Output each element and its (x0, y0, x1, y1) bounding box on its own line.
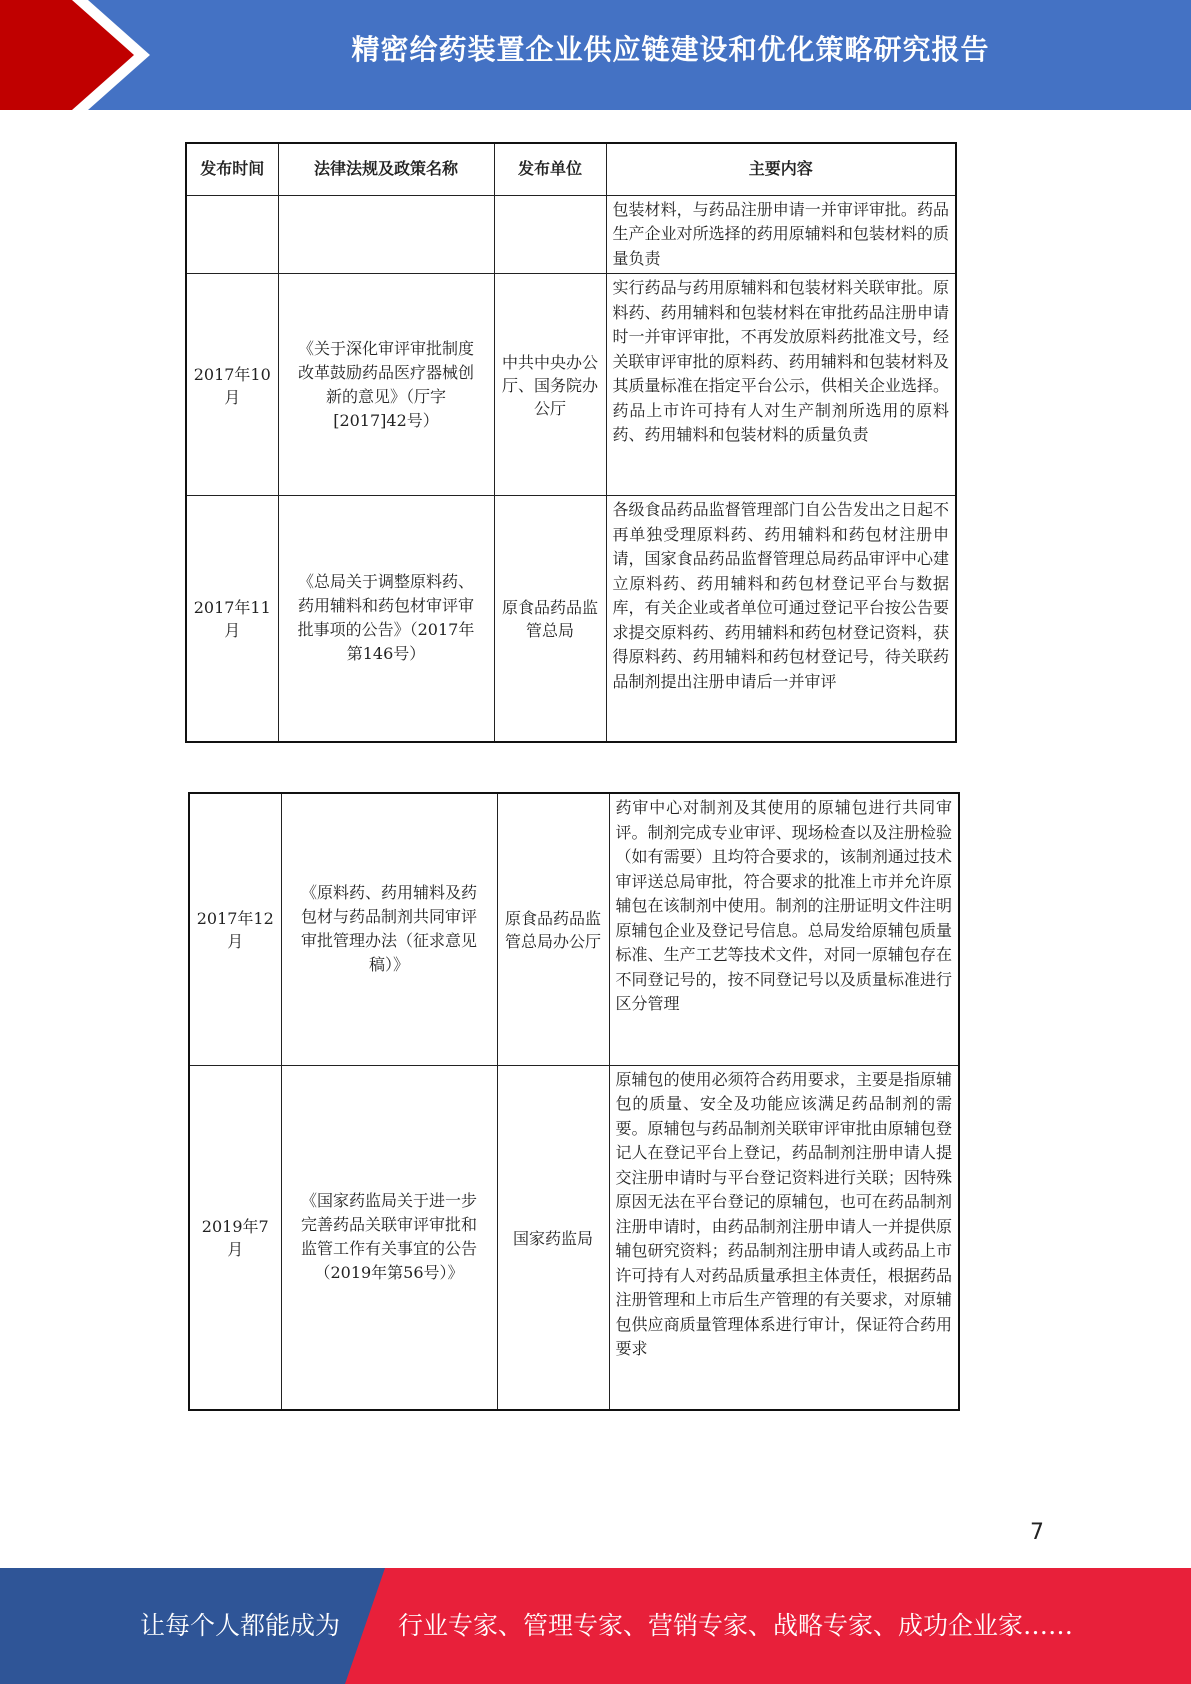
cell-name: 《原料药、药用辅料及药包材与药品制剂共同审评审批管理办法（征求意见稿）》 (281, 793, 497, 1065)
page-header (0, 0, 1191, 110)
cell-issuer: 原食品药品监管总局 (494, 496, 606, 742)
regulation-table-2 (188, 792, 960, 1411)
cell-content: 实行药品与药用原辅料和包装材料关联审批。原料药、药用辅料和包装材料在审批药品注册申请时一并审评审批，不再发放原料药批准文号，经关联审评审批的原料药、药用辅料和包装材料及其质量标准在指定平台公示，供相关企业选择。药品上市许可持有人对生产制剂所选用的原料药、药用辅料和包装材料的质量负责 (606, 274, 956, 496)
cell-content: 原辅包的使用必须符合药用要求，主要是指原辅包的质量、安全及功能应该满足药品制剂的需要。原辅包与药品制剂关联审评审批由原辅包登记人在登记平台上登记，药品制剂注册申请人提交注册申请时与平台登记资料进行关联；因特殊原因无法在平台登记的原辅包，也可在药品制剂注册申请时，由药品制剂注册申请人一并提供原辅包研究资料；药品制剂注册申请人或药品上市许可持有人对药品质量承担主体责任，根据药品注册管理和上市后生产管理的有关要求，对原辅包供应商质量管理体系进行审计，保证符合药用要求 (609, 1065, 959, 1410)
report-title: 精密给药装置企业供应链建设和优化策略研究报告 (351, 33, 990, 66)
cell-content: 各级食品药品监督管理部门自公告发出之日起不再单独受理原料药、药用辅料和药包材注册申请，国家食品药品监督管理总局药品审评中心建立原料药、药用辅料和药包材登记平台与数据库，有关企业或者单位可通过登记平台按公告要求提交原料药、药用辅料和药包材登记资料，获得原料药、药用辅料和药包材登记号，待关联药品制剂提出注册申请后一并审评 (606, 496, 956, 742)
table-row (186, 274, 956, 496)
header-issuer: 发布单位 (494, 143, 606, 195)
footer-slogan-left: 让每个人都能成为 (140, 1611, 341, 1640)
table-row (186, 496, 956, 742)
page-footer (0, 1568, 1191, 1684)
header-arrow-decoration (0, 0, 150, 110)
cell-name: 《总局关于调整原料药、药用辅料和药包材审评审批事项的公告》（2017年第146号） (278, 496, 494, 742)
regulation-table-1 (185, 142, 957, 743)
cell-date: 2017年11月 (186, 496, 278, 742)
cell-name (278, 195, 494, 274)
table-row (186, 195, 956, 274)
cell-name: 《国家药监局关于进一步完善药品关联审评审批和监管工作有关事宜的公告（2019年第56号）》 (281, 1065, 497, 1410)
table-header-row (186, 143, 956, 195)
footer-slogan-right: 行业专家、管理专家、营销专家、战略专家、成功企业家…… (398, 1611, 1074, 1640)
cell-date: 2017年10月 (186, 274, 278, 496)
header-content: 主要内容 (606, 143, 956, 195)
cell-issuer: 中共中央办公厅、国务院办公厅 (494, 274, 606, 496)
cell-date (186, 195, 278, 274)
table-row (189, 793, 959, 1065)
cell-issuer (494, 195, 606, 274)
table-row (189, 1065, 959, 1410)
page-number: 7 (1030, 1520, 1044, 1545)
cell-issuer: 原食品药品监管总局办公厅 (497, 793, 609, 1065)
cell-content: 包装材料，与药品注册申请一并审评审批。药品生产企业对所选择的药用原辅料和包装材料的质量负责 (606, 195, 956, 274)
cell-content: 药审中心对制剂及其使用的原辅包进行共同审评。制剂完成专业审评、现场检查以及注册检验（如有需要）且均符合要求的，该制剂通过技术审评送总局审批，符合要求的批准上市并允许原辅包在该制剂中使用。制剂的注册证明文件注明原辅包企业及登记号信息。总局发给原辅包质量标准、生产工艺等技术文件，对同一原辅包存在不同登记号的，按不同登记号以及质量标准进行区分管理 (609, 793, 959, 1065)
cell-issuer: 国家药监局 (497, 1065, 609, 1410)
header-name: 法律法规及政策名称 (278, 143, 494, 195)
header-date: 发布时间 (186, 143, 278, 195)
cell-date: 2017年12月 (189, 793, 281, 1065)
cell-name: 《关于深化审评审批制度改革鼓励药品医疗器械创新的意见》（厅字[2017]42号） (278, 274, 494, 496)
cell-date: 2019年7月 (189, 1065, 281, 1410)
